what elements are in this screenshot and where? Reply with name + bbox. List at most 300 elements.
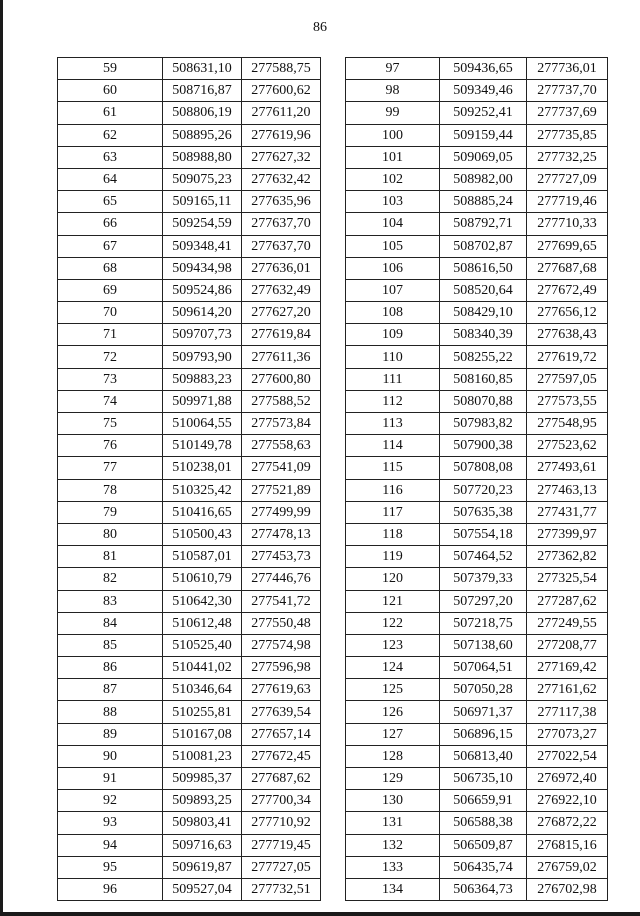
point-number-cell: 92 bbox=[58, 790, 163, 812]
coordinates-table-left bbox=[57, 57, 321, 901]
y-coordinate-cell: 276922,10 bbox=[527, 790, 608, 812]
point-number-cell: 78 bbox=[58, 479, 163, 501]
point-number-cell: 99 bbox=[346, 102, 440, 124]
y-coordinate-cell: 277548,95 bbox=[527, 413, 608, 435]
table-row bbox=[346, 368, 608, 390]
point-number-cell: 112 bbox=[346, 390, 440, 412]
y-coordinate-cell: 277287,62 bbox=[527, 590, 608, 612]
y-coordinate-cell: 277117,38 bbox=[527, 701, 608, 723]
x-coordinate-cell: 510441,02 bbox=[163, 657, 242, 679]
point-number-cell: 73 bbox=[58, 368, 163, 390]
y-coordinate-cell: 277463,13 bbox=[527, 479, 608, 501]
x-coordinate-cell: 509254,59 bbox=[163, 213, 242, 235]
table-row bbox=[58, 523, 321, 545]
table-row bbox=[346, 790, 608, 812]
x-coordinate-cell: 506896,15 bbox=[440, 723, 527, 745]
point-number-cell: 101 bbox=[346, 146, 440, 168]
y-coordinate-cell: 277619,63 bbox=[242, 679, 321, 701]
point-number-cell: 81 bbox=[58, 546, 163, 568]
table-row bbox=[346, 346, 608, 368]
x-coordinate-cell: 509707,73 bbox=[163, 324, 242, 346]
y-coordinate-cell: 277431,77 bbox=[527, 501, 608, 523]
x-coordinate-cell: 509803,41 bbox=[163, 812, 242, 834]
point-number-cell: 95 bbox=[58, 856, 163, 878]
page-number: 86 bbox=[313, 20, 327, 35]
y-coordinate-cell: 277597,05 bbox=[527, 368, 608, 390]
point-number-cell: 93 bbox=[58, 812, 163, 834]
y-coordinate-cell: 277619,96 bbox=[242, 124, 321, 146]
x-coordinate-cell: 509527,04 bbox=[163, 878, 242, 900]
y-coordinate-cell: 277700,34 bbox=[242, 790, 321, 812]
point-number-cell: 130 bbox=[346, 790, 440, 812]
x-coordinate-cell: 509793,90 bbox=[163, 346, 242, 368]
point-number-cell: 127 bbox=[346, 723, 440, 745]
x-coordinate-cell: 509985,37 bbox=[163, 768, 242, 790]
point-number-cell: 133 bbox=[346, 856, 440, 878]
y-coordinate-cell: 277719,45 bbox=[242, 834, 321, 856]
y-coordinate-cell: 277478,13 bbox=[242, 523, 321, 545]
table-row bbox=[58, 58, 321, 80]
y-coordinate-cell: 277637,70 bbox=[242, 235, 321, 257]
y-coordinate-cell: 277619,84 bbox=[242, 324, 321, 346]
table-row bbox=[346, 168, 608, 190]
table-row bbox=[58, 146, 321, 168]
x-coordinate-cell: 507720,23 bbox=[440, 479, 527, 501]
x-coordinate-cell: 508716,87 bbox=[163, 80, 242, 102]
point-number-cell: 115 bbox=[346, 457, 440, 479]
point-number-cell: 85 bbox=[58, 634, 163, 656]
point-number-cell: 68 bbox=[58, 257, 163, 279]
y-coordinate-cell: 277672,49 bbox=[527, 279, 608, 301]
point-number-cell: 94 bbox=[58, 834, 163, 856]
table-row bbox=[58, 346, 321, 368]
x-coordinate-cell: 509436,65 bbox=[440, 58, 527, 80]
table-row bbox=[346, 657, 608, 679]
point-number-cell: 98 bbox=[346, 80, 440, 102]
y-coordinate-cell: 277208,77 bbox=[527, 634, 608, 656]
point-number-cell: 69 bbox=[58, 279, 163, 301]
point-number-cell: 122 bbox=[346, 612, 440, 634]
table-row bbox=[346, 701, 608, 723]
y-coordinate-cell: 277169,42 bbox=[527, 657, 608, 679]
y-coordinate-cell: 277732,51 bbox=[242, 878, 321, 900]
x-coordinate-cell: 510167,08 bbox=[163, 723, 242, 745]
x-coordinate-cell: 508806,19 bbox=[163, 102, 242, 124]
table-row bbox=[346, 856, 608, 878]
point-number-cell: 91 bbox=[58, 768, 163, 790]
point-number-cell: 107 bbox=[346, 279, 440, 301]
x-coordinate-cell: 510416,65 bbox=[163, 501, 242, 523]
point-number-cell: 123 bbox=[346, 634, 440, 656]
table-row bbox=[58, 457, 321, 479]
point-number-cell: 61 bbox=[58, 102, 163, 124]
y-coordinate-cell: 277657,14 bbox=[242, 723, 321, 745]
x-coordinate-cell: 508885,24 bbox=[440, 191, 527, 213]
point-number-cell: 75 bbox=[58, 413, 163, 435]
y-coordinate-cell: 277573,55 bbox=[527, 390, 608, 412]
table-row bbox=[346, 80, 608, 102]
y-coordinate-cell: 277073,27 bbox=[527, 723, 608, 745]
point-number-cell: 59 bbox=[58, 58, 163, 80]
y-coordinate-cell: 277627,20 bbox=[242, 302, 321, 324]
table-row bbox=[58, 324, 321, 346]
point-number-cell: 129 bbox=[346, 768, 440, 790]
table-row bbox=[58, 235, 321, 257]
x-coordinate-cell: 508160,85 bbox=[440, 368, 527, 390]
x-coordinate-cell: 506971,37 bbox=[440, 701, 527, 723]
y-coordinate-cell: 277710,33 bbox=[527, 213, 608, 235]
x-coordinate-cell: 509165,11 bbox=[163, 191, 242, 213]
table-row bbox=[58, 590, 321, 612]
y-coordinate-cell: 277727,09 bbox=[527, 168, 608, 190]
y-coordinate-cell: 277627,32 bbox=[242, 146, 321, 168]
y-coordinate-cell: 277499,99 bbox=[242, 501, 321, 523]
y-coordinate-cell: 277446,76 bbox=[242, 568, 321, 590]
table-row bbox=[346, 768, 608, 790]
y-coordinate-cell: 277638,43 bbox=[527, 324, 608, 346]
point-number-cell: 65 bbox=[58, 191, 163, 213]
table-row bbox=[58, 546, 321, 568]
point-number-cell: 60 bbox=[58, 80, 163, 102]
x-coordinate-cell: 508520,64 bbox=[440, 279, 527, 301]
point-number-cell: 84 bbox=[58, 612, 163, 634]
table-row bbox=[346, 723, 608, 745]
table-row bbox=[58, 390, 321, 412]
table-row bbox=[58, 723, 321, 745]
table-row bbox=[346, 324, 608, 346]
table-row bbox=[58, 634, 321, 656]
x-coordinate-cell: 508702,87 bbox=[440, 235, 527, 257]
y-coordinate-cell: 277161,62 bbox=[527, 679, 608, 701]
y-coordinate-cell: 277453,73 bbox=[242, 546, 321, 568]
x-coordinate-cell: 510064,55 bbox=[163, 413, 242, 435]
y-coordinate-cell: 277362,82 bbox=[527, 546, 608, 568]
x-coordinate-cell: 510325,42 bbox=[163, 479, 242, 501]
y-coordinate-cell: 277736,01 bbox=[527, 58, 608, 80]
table-row bbox=[346, 612, 608, 634]
point-number-cell: 131 bbox=[346, 812, 440, 834]
x-coordinate-cell: 510255,81 bbox=[163, 701, 242, 723]
point-number-cell: 111 bbox=[346, 368, 440, 390]
y-coordinate-cell: 277523,62 bbox=[527, 435, 608, 457]
y-coordinate-cell: 276759,02 bbox=[527, 856, 608, 878]
point-number-cell: 86 bbox=[58, 657, 163, 679]
y-coordinate-cell: 277541,09 bbox=[242, 457, 321, 479]
table-row bbox=[58, 213, 321, 235]
x-coordinate-cell: 509893,25 bbox=[163, 790, 242, 812]
x-coordinate-cell: 507464,52 bbox=[440, 546, 527, 568]
x-coordinate-cell: 507808,08 bbox=[440, 457, 527, 479]
table-row bbox=[58, 612, 321, 634]
point-number-cell: 106 bbox=[346, 257, 440, 279]
y-coordinate-cell: 277637,70 bbox=[242, 213, 321, 235]
x-coordinate-cell: 509434,98 bbox=[163, 257, 242, 279]
point-number-cell: 114 bbox=[346, 435, 440, 457]
x-coordinate-cell: 510642,30 bbox=[163, 590, 242, 612]
scan-edge-bottom bbox=[0, 912, 640, 916]
x-coordinate-cell: 510525,40 bbox=[163, 634, 242, 656]
x-coordinate-cell: 507635,38 bbox=[440, 501, 527, 523]
point-number-cell: 128 bbox=[346, 745, 440, 767]
point-number-cell: 62 bbox=[58, 124, 163, 146]
point-number-cell: 64 bbox=[58, 168, 163, 190]
y-coordinate-cell: 276815,16 bbox=[527, 834, 608, 856]
y-coordinate-cell: 277588,75 bbox=[242, 58, 321, 80]
x-coordinate-cell: 510346,64 bbox=[163, 679, 242, 701]
x-coordinate-cell: 510238,01 bbox=[163, 457, 242, 479]
table-row bbox=[58, 701, 321, 723]
y-coordinate-cell: 276872,22 bbox=[527, 812, 608, 834]
y-coordinate-cell: 277735,85 bbox=[527, 124, 608, 146]
y-coordinate-cell: 277249,55 bbox=[527, 612, 608, 634]
y-coordinate-cell: 277636,01 bbox=[242, 257, 321, 279]
scan-edge-left bbox=[0, 0, 3, 916]
y-coordinate-cell: 277574,98 bbox=[242, 634, 321, 656]
x-coordinate-cell: 510500,43 bbox=[163, 523, 242, 545]
x-coordinate-cell: 508070,88 bbox=[440, 390, 527, 412]
x-coordinate-cell: 509883,23 bbox=[163, 368, 242, 390]
table-row bbox=[346, 390, 608, 412]
x-coordinate-cell: 507138,60 bbox=[440, 634, 527, 656]
x-coordinate-cell: 509614,20 bbox=[163, 302, 242, 324]
point-number-cell: 71 bbox=[58, 324, 163, 346]
table-row bbox=[58, 191, 321, 213]
x-coordinate-cell: 509619,87 bbox=[163, 856, 242, 878]
point-number-cell: 132 bbox=[346, 834, 440, 856]
x-coordinate-cell: 509524,86 bbox=[163, 279, 242, 301]
y-coordinate-cell: 277672,45 bbox=[242, 745, 321, 767]
table-row bbox=[346, 679, 608, 701]
point-number-cell: 67 bbox=[58, 235, 163, 257]
point-number-cell: 79 bbox=[58, 501, 163, 523]
x-coordinate-cell: 506659,91 bbox=[440, 790, 527, 812]
point-number-cell: 76 bbox=[58, 435, 163, 457]
x-coordinate-cell: 506735,10 bbox=[440, 768, 527, 790]
point-number-cell: 110 bbox=[346, 346, 440, 368]
point-number-cell: 74 bbox=[58, 390, 163, 412]
point-number-cell: 102 bbox=[346, 168, 440, 190]
table-row bbox=[58, 768, 321, 790]
point-number-cell: 126 bbox=[346, 701, 440, 723]
point-number-cell: 88 bbox=[58, 701, 163, 723]
table-row bbox=[58, 568, 321, 590]
y-coordinate-cell: 277656,12 bbox=[527, 302, 608, 324]
x-coordinate-cell: 506813,40 bbox=[440, 745, 527, 767]
table-row bbox=[346, 146, 608, 168]
y-coordinate-cell: 277596,98 bbox=[242, 657, 321, 679]
x-coordinate-cell: 508255,22 bbox=[440, 346, 527, 368]
x-coordinate-cell: 510612,48 bbox=[163, 612, 242, 634]
x-coordinate-cell: 507983,82 bbox=[440, 413, 527, 435]
x-coordinate-cell: 508988,80 bbox=[163, 146, 242, 168]
x-coordinate-cell: 509252,41 bbox=[440, 102, 527, 124]
x-coordinate-cell: 510081,23 bbox=[163, 745, 242, 767]
x-coordinate-cell: 508895,26 bbox=[163, 124, 242, 146]
point-number-cell: 124 bbox=[346, 657, 440, 679]
y-coordinate-cell: 277550,48 bbox=[242, 612, 321, 634]
point-number-cell: 121 bbox=[346, 590, 440, 612]
y-coordinate-cell: 277687,62 bbox=[242, 768, 321, 790]
x-coordinate-cell: 508616,50 bbox=[440, 257, 527, 279]
x-coordinate-cell: 509349,46 bbox=[440, 80, 527, 102]
table-row bbox=[58, 102, 321, 124]
x-coordinate-cell: 509159,44 bbox=[440, 124, 527, 146]
x-coordinate-cell: 510587,01 bbox=[163, 546, 242, 568]
x-coordinate-cell: 508631,10 bbox=[163, 58, 242, 80]
table-row bbox=[346, 523, 608, 545]
table-row bbox=[58, 679, 321, 701]
y-coordinate-cell: 277639,54 bbox=[242, 701, 321, 723]
x-coordinate-cell: 509971,88 bbox=[163, 390, 242, 412]
table-row bbox=[346, 58, 608, 80]
point-number-cell: 70 bbox=[58, 302, 163, 324]
table-row bbox=[346, 279, 608, 301]
table-row bbox=[346, 834, 608, 856]
point-number-cell: 120 bbox=[346, 568, 440, 590]
table-row bbox=[58, 479, 321, 501]
y-coordinate-cell: 277558,63 bbox=[242, 435, 321, 457]
y-coordinate-cell: 277588,52 bbox=[242, 390, 321, 412]
table-row bbox=[346, 191, 608, 213]
y-coordinate-cell: 277699,65 bbox=[527, 235, 608, 257]
x-coordinate-cell: 506435,74 bbox=[440, 856, 527, 878]
y-coordinate-cell: 277600,62 bbox=[242, 80, 321, 102]
x-coordinate-cell: 506509,87 bbox=[440, 834, 527, 856]
x-coordinate-cell: 508340,39 bbox=[440, 324, 527, 346]
y-coordinate-cell: 277619,72 bbox=[527, 346, 608, 368]
point-number-cell: 89 bbox=[58, 723, 163, 745]
y-coordinate-cell: 277732,25 bbox=[527, 146, 608, 168]
table-row bbox=[346, 302, 608, 324]
table-row bbox=[346, 634, 608, 656]
point-number-cell: 117 bbox=[346, 501, 440, 523]
point-number-cell: 104 bbox=[346, 213, 440, 235]
table-row bbox=[58, 878, 321, 900]
x-coordinate-cell: 508982,00 bbox=[440, 168, 527, 190]
table-row bbox=[346, 878, 608, 900]
table-row bbox=[346, 235, 608, 257]
y-coordinate-cell: 277632,42 bbox=[242, 168, 321, 190]
y-coordinate-cell: 276972,40 bbox=[527, 768, 608, 790]
table-row bbox=[58, 168, 321, 190]
table-row bbox=[346, 745, 608, 767]
table-row bbox=[346, 124, 608, 146]
table-row bbox=[58, 745, 321, 767]
x-coordinate-cell: 507900,38 bbox=[440, 435, 527, 457]
x-coordinate-cell: 506588,38 bbox=[440, 812, 527, 834]
y-coordinate-cell: 277635,96 bbox=[242, 191, 321, 213]
point-number-cell: 82 bbox=[58, 568, 163, 590]
x-coordinate-cell: 507554,18 bbox=[440, 523, 527, 545]
y-coordinate-cell: 277719,46 bbox=[527, 191, 608, 213]
coordinates-table-right bbox=[345, 57, 608, 901]
x-coordinate-cell: 507050,28 bbox=[440, 679, 527, 701]
table-row bbox=[58, 257, 321, 279]
table-row bbox=[346, 102, 608, 124]
y-coordinate-cell: 277022,54 bbox=[527, 745, 608, 767]
x-coordinate-cell: 510610,79 bbox=[163, 568, 242, 590]
point-number-cell: 97 bbox=[346, 58, 440, 80]
x-coordinate-cell: 507064,51 bbox=[440, 657, 527, 679]
table-row bbox=[346, 457, 608, 479]
table-row bbox=[58, 124, 321, 146]
point-number-cell: 118 bbox=[346, 523, 440, 545]
table-row bbox=[346, 435, 608, 457]
point-number-cell: 63 bbox=[58, 146, 163, 168]
y-coordinate-cell: 277710,92 bbox=[242, 812, 321, 834]
y-coordinate-cell: 277611,20 bbox=[242, 102, 321, 124]
table-row bbox=[58, 812, 321, 834]
x-coordinate-cell: 509069,05 bbox=[440, 146, 527, 168]
point-number-cell: 90 bbox=[58, 745, 163, 767]
point-number-cell: 108 bbox=[346, 302, 440, 324]
x-coordinate-cell: 506364,73 bbox=[440, 878, 527, 900]
table-row bbox=[346, 501, 608, 523]
x-coordinate-cell: 507297,20 bbox=[440, 590, 527, 612]
table-row bbox=[58, 856, 321, 878]
point-number-cell: 119 bbox=[346, 546, 440, 568]
table-row bbox=[58, 368, 321, 390]
y-coordinate-cell: 277737,70 bbox=[527, 80, 608, 102]
point-number-cell: 100 bbox=[346, 124, 440, 146]
y-coordinate-cell: 277541,72 bbox=[242, 590, 321, 612]
x-coordinate-cell: 509716,63 bbox=[163, 834, 242, 856]
y-coordinate-cell: 277493,61 bbox=[527, 457, 608, 479]
point-number-cell: 80 bbox=[58, 523, 163, 545]
x-coordinate-cell: 507218,75 bbox=[440, 612, 527, 634]
x-coordinate-cell: 507379,33 bbox=[440, 568, 527, 590]
y-coordinate-cell: 277611,36 bbox=[242, 346, 321, 368]
y-coordinate-cell: 276702,98 bbox=[527, 878, 608, 900]
table-row bbox=[58, 657, 321, 679]
table-row bbox=[58, 279, 321, 301]
table-row bbox=[58, 80, 321, 102]
point-number-cell: 83 bbox=[58, 590, 163, 612]
y-coordinate-cell: 277325,54 bbox=[527, 568, 608, 590]
x-coordinate-cell: 508429,10 bbox=[440, 302, 527, 324]
x-coordinate-cell: 508792,71 bbox=[440, 213, 527, 235]
table-row bbox=[346, 590, 608, 612]
table-row bbox=[346, 257, 608, 279]
table-row bbox=[58, 834, 321, 856]
table-row bbox=[346, 479, 608, 501]
point-number-cell: 66 bbox=[58, 213, 163, 235]
point-number-cell: 109 bbox=[346, 324, 440, 346]
x-coordinate-cell: 509348,41 bbox=[163, 235, 242, 257]
point-number-cell: 134 bbox=[346, 878, 440, 900]
y-coordinate-cell: 277399,97 bbox=[527, 523, 608, 545]
point-number-cell: 72 bbox=[58, 346, 163, 368]
table-row bbox=[58, 501, 321, 523]
table-row bbox=[58, 435, 321, 457]
y-coordinate-cell: 277521,89 bbox=[242, 479, 321, 501]
table-row bbox=[58, 413, 321, 435]
y-coordinate-cell: 277600,80 bbox=[242, 368, 321, 390]
table-row bbox=[346, 413, 608, 435]
table-row bbox=[346, 546, 608, 568]
x-coordinate-cell: 509075,23 bbox=[163, 168, 242, 190]
point-number-cell: 77 bbox=[58, 457, 163, 479]
table-row bbox=[58, 302, 321, 324]
point-number-cell: 113 bbox=[346, 413, 440, 435]
y-coordinate-cell: 277737,69 bbox=[527, 102, 608, 124]
y-coordinate-cell: 277727,05 bbox=[242, 856, 321, 878]
table-row bbox=[346, 568, 608, 590]
point-number-cell: 125 bbox=[346, 679, 440, 701]
point-number-cell: 87 bbox=[58, 679, 163, 701]
table-row bbox=[346, 812, 608, 834]
y-coordinate-cell: 277632,49 bbox=[242, 279, 321, 301]
